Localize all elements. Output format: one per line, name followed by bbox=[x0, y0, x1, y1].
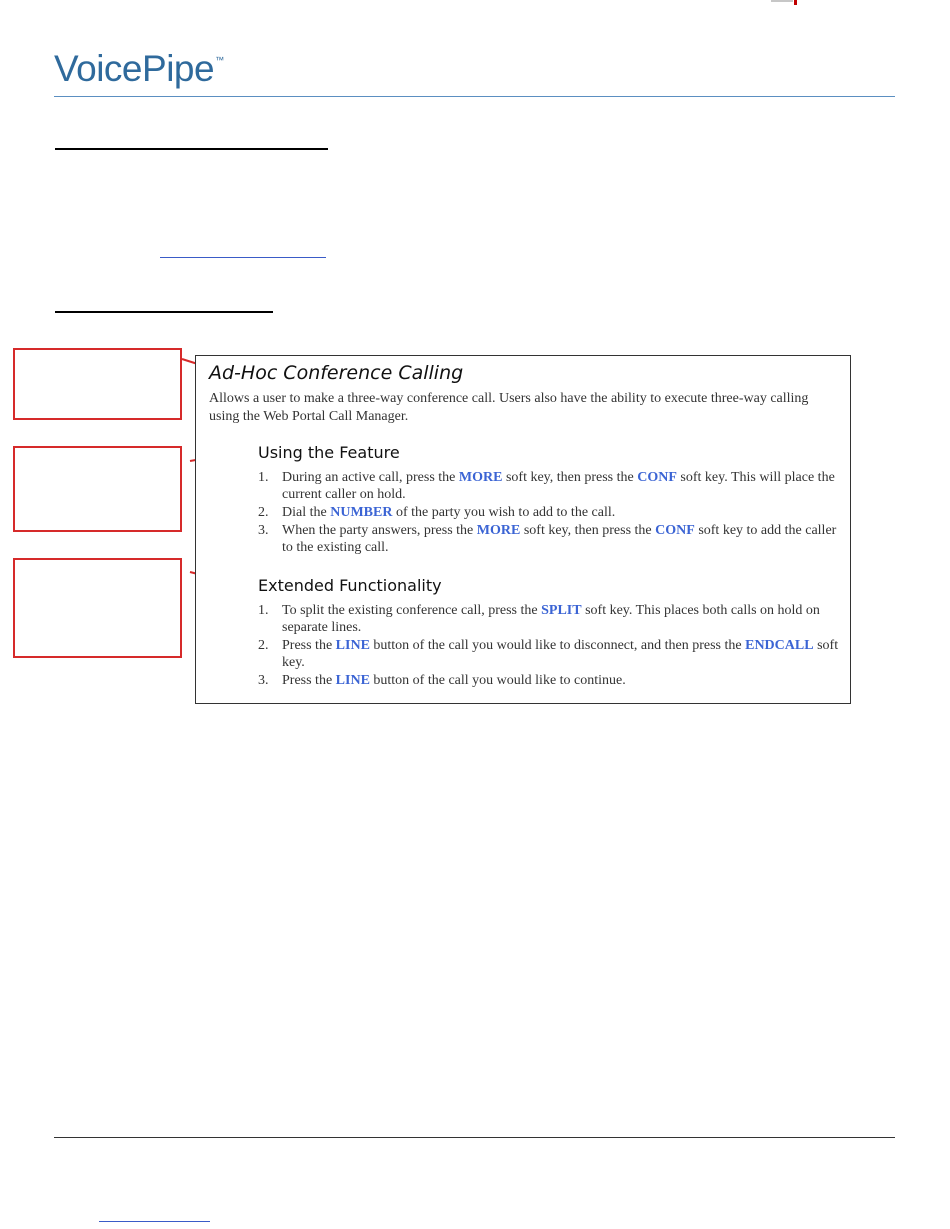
step-number: 1. bbox=[258, 470, 269, 485]
callout-box-using bbox=[13, 446, 182, 532]
feature-panel bbox=[195, 355, 851, 704]
callout-box-title bbox=[13, 348, 182, 420]
step-number: 3. bbox=[258, 673, 269, 688]
soft-key-label: MORE bbox=[458, 470, 503, 485]
soft-key-label: LINE bbox=[335, 673, 370, 688]
step-number: 2. bbox=[258, 638, 269, 653]
step-number: 2. bbox=[258, 505, 269, 520]
step-text: button of the call you would like to continue. bbox=[369, 673, 626, 688]
soft-key-label: LINE bbox=[335, 638, 370, 653]
step-item bbox=[258, 469, 843, 503]
voicepipe-logo bbox=[54, 50, 224, 87]
footer-hyperlink-underline[interactable] bbox=[99, 1221, 210, 1222]
footer-rule bbox=[54, 1137, 895, 1138]
callout-box-extended bbox=[13, 558, 182, 658]
step-text: During an active call, press the bbox=[282, 470, 459, 485]
soft-key-label: NUMBER bbox=[330, 505, 393, 520]
soft-key-label: ENDCALL bbox=[745, 638, 814, 653]
hyperlink-underline[interactable] bbox=[160, 257, 326, 258]
extended-functionality-heading: Extended Functionality bbox=[258, 576, 442, 595]
step-item bbox=[258, 504, 843, 521]
step-text: soft key. This places both calls on hold on separate lines. bbox=[282, 603, 820, 635]
soft-key-label: SPLIT bbox=[541, 603, 582, 618]
step-text: soft key, then press the bbox=[502, 470, 638, 485]
header-rule bbox=[54, 96, 895, 97]
step-item bbox=[258, 637, 843, 671]
logo-text: VoicePipe bbox=[54, 48, 215, 89]
feature-description: Allows a user to make a three-way conference call. Users also have the ability to execute three-way calling using the Web Portal Call Manager. bbox=[209, 391, 809, 424]
step-text: soft key. bbox=[282, 638, 839, 670]
step-text: of the party you wish to add to the call. bbox=[392, 505, 616, 520]
soft-key-label: MORE bbox=[476, 523, 521, 538]
step-text: soft key. This will place the current caller on hold. bbox=[282, 470, 835, 502]
step-text: soft key, then press the bbox=[520, 523, 656, 538]
step-text: To split the existing conference call, press the bbox=[282, 603, 542, 618]
using-feature-heading: Using the Feature bbox=[258, 443, 400, 462]
soft-key-label: CONF bbox=[655, 523, 695, 538]
feature-title: Ad-Hoc Conference Calling bbox=[209, 362, 464, 384]
soft-key-label: CONF bbox=[637, 470, 677, 485]
step-text: When the party answers, press the bbox=[282, 523, 477, 538]
extended-functionality-steps bbox=[258, 602, 843, 690]
step-text: Press the bbox=[282, 638, 336, 653]
top-edge-red-mark bbox=[794, 0, 797, 5]
step-item bbox=[258, 602, 843, 636]
step-text: soft key to add the caller to the existing call. bbox=[282, 523, 837, 555]
step-text: button of the call you would like to disconnect, and then press the bbox=[369, 638, 746, 653]
section-heading-underline bbox=[55, 148, 328, 150]
step-text: Dial the bbox=[282, 505, 331, 520]
trademark-symbol: ™ bbox=[215, 55, 224, 65]
top-edge-line bbox=[771, 0, 793, 2]
step-number: 3. bbox=[258, 523, 269, 538]
using-feature-steps bbox=[258, 469, 843, 557]
step-item bbox=[258, 522, 843, 556]
step-text: Press the bbox=[282, 673, 336, 688]
step-item bbox=[258, 672, 843, 689]
step-number: 1. bbox=[258, 603, 269, 618]
subsection-heading-underline bbox=[55, 311, 273, 313]
